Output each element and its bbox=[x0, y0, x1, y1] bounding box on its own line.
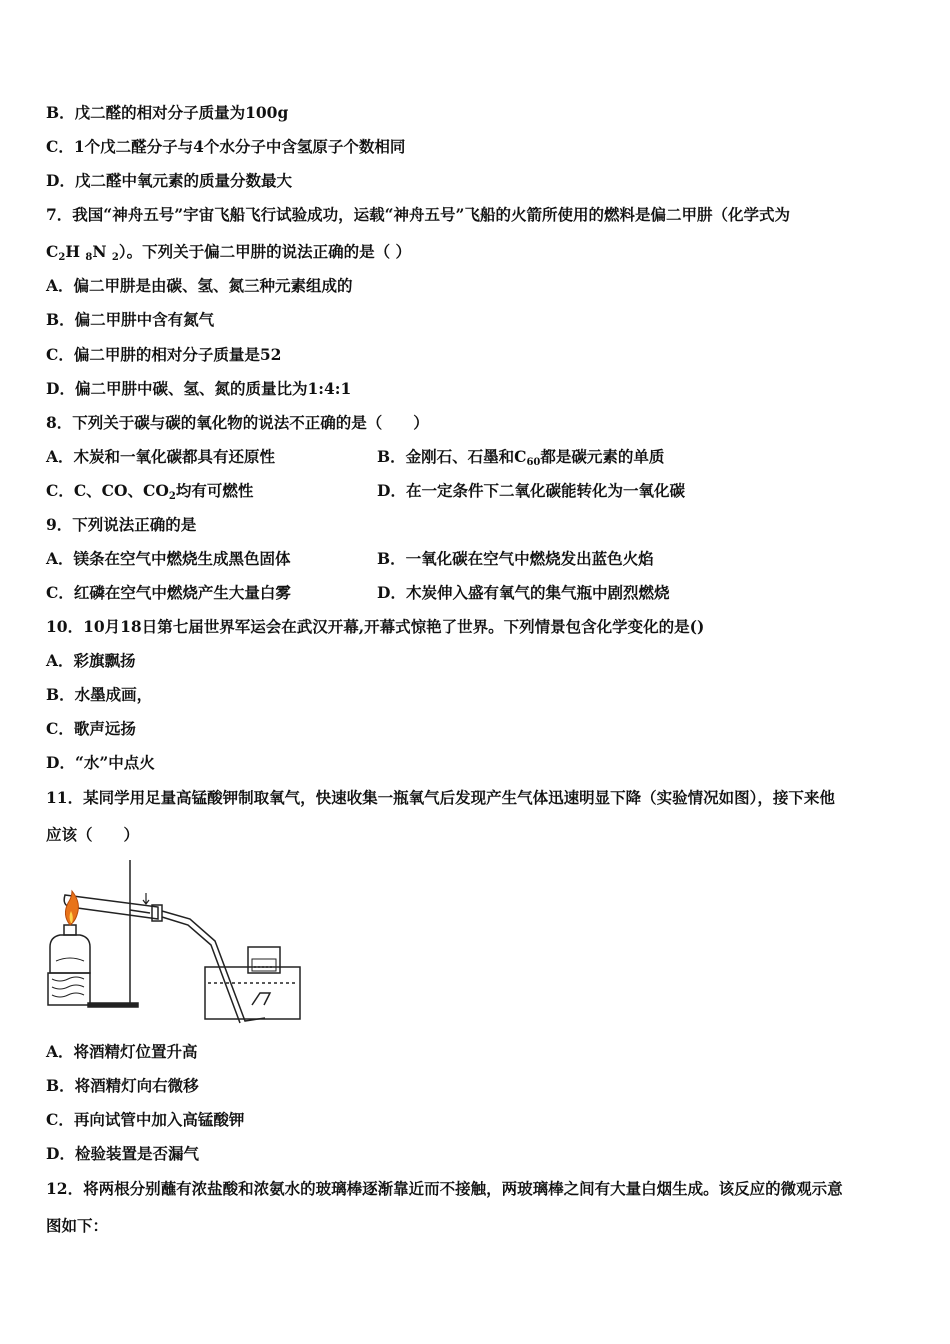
q7-formula-sub-8: 8 bbox=[85, 252, 93, 263]
q10-stem: 10．10月18日第七届世界军运会在武汉开幕,开幕式惊艳了世界。下列情景包含化学变化的是() bbox=[46, 617, 705, 636]
q7-formula-c: C bbox=[46, 242, 59, 261]
oxygen-apparatus-figure bbox=[40, 855, 310, 1025]
q8-option-d: D．在一定条件下二氧化碳能转化为一氧化碳 bbox=[377, 481, 685, 500]
q7-stem-line1: 7．我国“神舟五号”宇宙飞船飞行试验成功，运载“神舟五号”飞船的火箭所使用的燃料是偏二甲肼（化学式为 bbox=[46, 205, 790, 224]
q7-formula-sub-2a: 2 bbox=[58, 252, 66, 263]
q9-option-b: B．一氧化碳在空气中燃烧发出蓝色火焰 bbox=[377, 549, 654, 568]
q11-option-d: D．检验装置是否漏气 bbox=[46, 1144, 199, 1163]
q7-formula-h: H bbox=[65, 242, 80, 261]
q11-option-c: C．再向试管中加入高锰酸钾 bbox=[46, 1110, 245, 1129]
q7-option-c: C．偏二甲肼的相对分子质量是52 bbox=[46, 345, 282, 364]
q8-stem: 8．下列关于碳与碳的氧化物的说法不正确的是（ ） bbox=[46, 413, 429, 432]
q12-stem-line2: 图如下： bbox=[46, 1216, 109, 1235]
q10-option-d: D．“水”中点火 bbox=[46, 753, 155, 772]
q7-option-b: B．偏二甲肼中含有氮气 bbox=[46, 310, 215, 329]
q6-option-c: C．1个戊二醛分子与4个水分子中含氢原子个数相同 bbox=[46, 137, 406, 156]
q9-option-a: A．镁条在空气中燃烧生成黑色固体 bbox=[46, 549, 291, 568]
q10-option-c: C．歌声远扬 bbox=[46, 719, 136, 738]
q7-option-d: D．偏二甲肼中碳、氢、氮的质量比为1:4:1 bbox=[46, 379, 352, 398]
q12-stem-line1: 12．将两根分别蘸有浓盐酸和浓氨水的玻璃棒逐渐靠近而不接触，两玻璃棒之间有大量白烟生成。该反应的微观示意 bbox=[46, 1179, 843, 1198]
q11-stem-line2: 应该（ ） bbox=[46, 825, 140, 844]
q7-stem-line2 bbox=[46, 242, 411, 268]
q7-stem-rest: ）。下列关于偏二甲肼的说法正确的是（ ） bbox=[118, 242, 412, 261]
q6-option-b: B．戊二醛的相对分子质量为100g bbox=[46, 103, 289, 122]
q8-option-a: A．木炭和一氧化碳都具有还原性 bbox=[46, 447, 276, 466]
q7-option-a: A．偏二甲肼是由碳、氢、氮三种元素组成的 bbox=[46, 276, 353, 295]
q9-stem: 9．下列说法正确的是 bbox=[46, 515, 197, 534]
q8-option-c: C．C、CO、$CO_2$均有可燃性 bbox=[46, 481, 254, 502]
q11-option-a: A．将酒精灯位置升高 bbox=[46, 1042, 198, 1061]
q6-option-d: D．戊二醛中氧元素的质量分数最大 bbox=[46, 171, 292, 190]
q8-option-b: B．金刚石、石墨和$C_{60}$都是碳元素的单质 bbox=[377, 447, 665, 468]
q7-formula-n: N bbox=[92, 242, 107, 261]
q11-stem-line1: 11．某同学用足量高锰酸钾制取氧气，快速收集一瓶氧气后发现产生气体迅速明显下降（实验情况如图），接下来他 bbox=[46, 788, 835, 807]
q7-formula-sub-2b: 2 bbox=[111, 252, 119, 263]
q9-option-d: D．木炭伸入盛有氧气的集气瓶中剧烈燃烧 bbox=[377, 583, 670, 602]
q11-option-b: B．将酒精灯向右微移 bbox=[46, 1076, 199, 1095]
q9-option-c: C．红磷在空气中燃烧产生大量白雾 bbox=[46, 583, 291, 602]
q10-option-b: B．水墨成画， bbox=[46, 685, 153, 704]
q10-option-a: A．彩旗飘扬 bbox=[46, 651, 136, 670]
